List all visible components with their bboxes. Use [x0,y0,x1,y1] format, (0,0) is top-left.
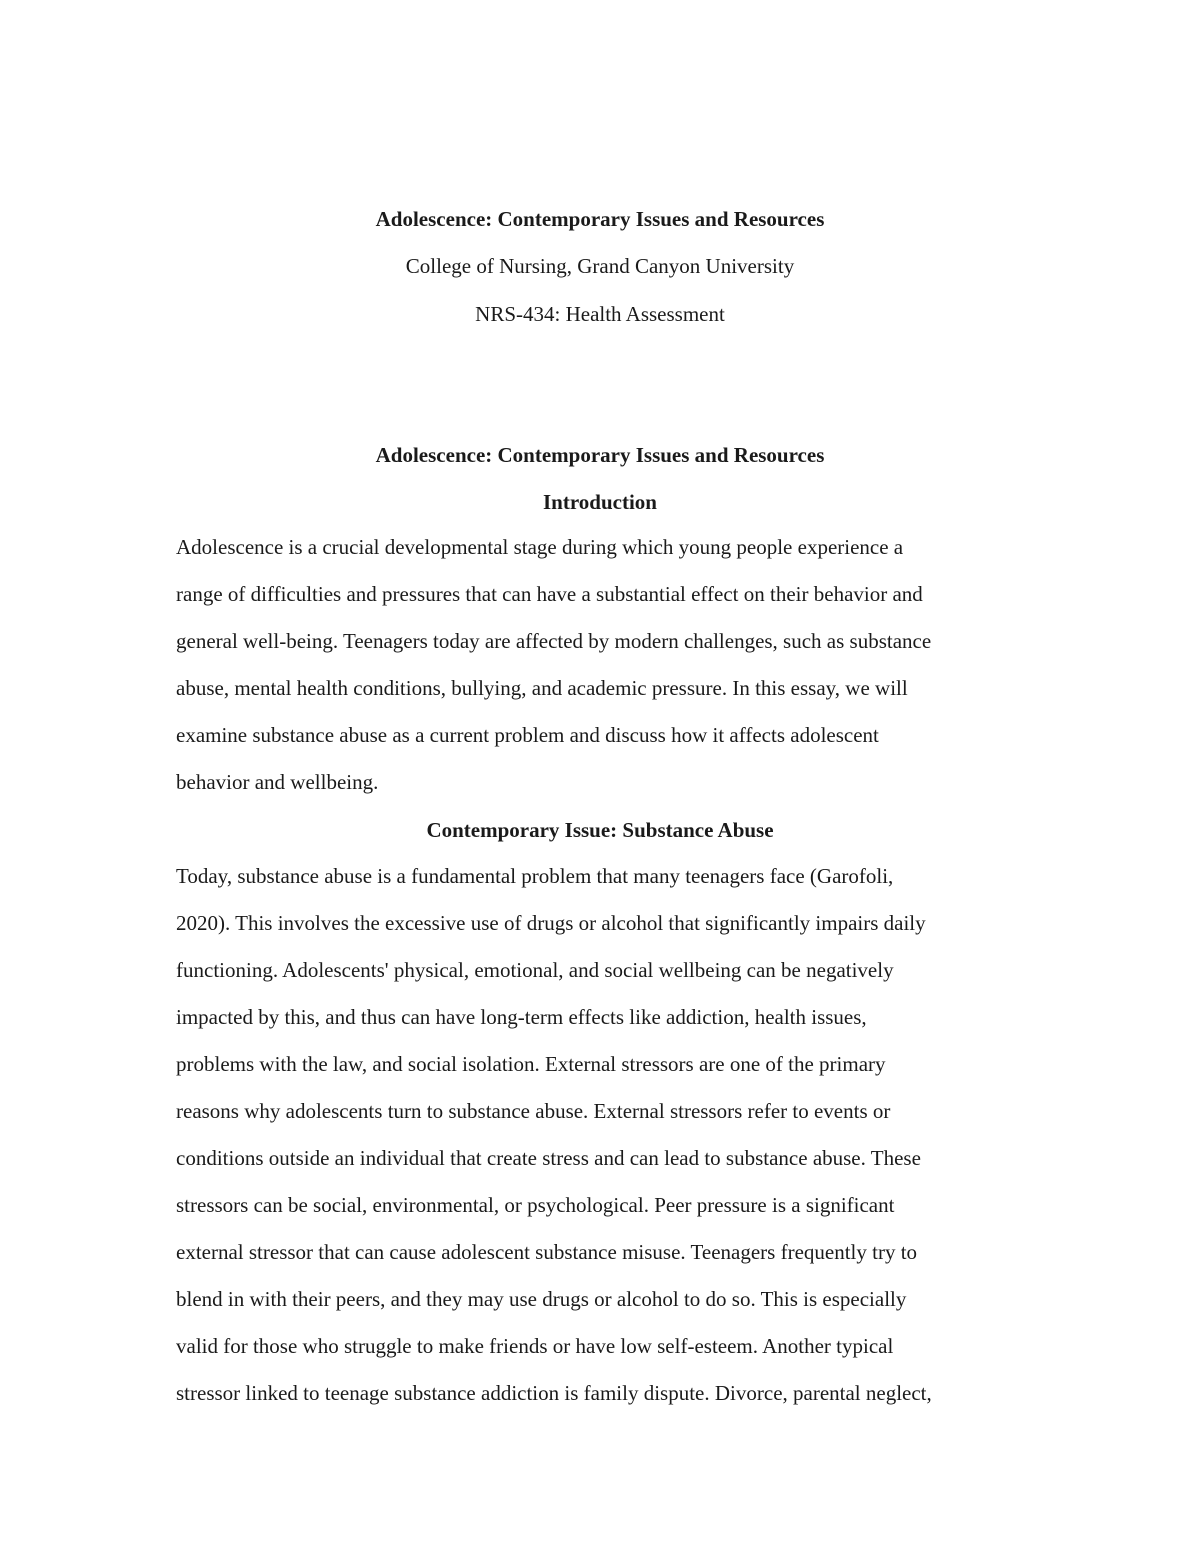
paragraph-line: abuse, mental health conditions, bullying, and academic pressure. In this essay, we will [176,676,908,700]
institution: College of Nursing, Grand Canyon University [405,254,795,278]
paragraph-line: examine substance abuse as a current problem and discuss how it affects adolescent [176,723,879,747]
paragraph-line: stressors can be social, environmental, or psychological. Peer pressure is a significant [176,1193,895,1217]
paragraph-line: behavior and wellbeing. [176,770,379,794]
paragraph-line: impacted by this, and thus can have long-term effects like addiction, health issues, [176,1005,867,1029]
paragraph-line: stressor linked to teenage substance addiction is family dispute. Divorce, parental neglect, [176,1381,932,1405]
body-title: Adolescence: Contemporary Issues and Resources [375,443,825,467]
paragraph-line: blend in with their peers, and they may use drugs or alcohol to do so. This is especially [176,1287,907,1311]
introduction-paragraph [176,524,1036,806]
paragraph-line: functioning. Adolescents' physical, emotional, and social wellbeing can be negatively [176,958,894,982]
introduction-heading: Introduction [543,490,657,514]
paragraph-line: general well-being. Teenagers today are affected by modern challenges, such as substance [176,629,932,653]
paragraph-line: Adolescence is a crucial developmental stage during which young people experience a [176,535,904,559]
course: NRS-434: Health Assessment [475,302,725,326]
paragraph-line: range of difficulties and pressures that can have a substantial effect on their behavior and [176,582,923,606]
paragraph-line: Today, substance abuse is a fundamental problem that many teenagers face (Garofoli, [176,864,894,888]
paragraph-line: 2020). This involves the excessive use of drugs or alcohol that significantly impairs daily [176,911,926,935]
paragraph-line: conditions outside an individual that create stress and can lead to substance abuse. These [176,1146,921,1170]
paragraph-line: reasons why adolescents turn to substance abuse. External stressors refer to events or [176,1099,891,1123]
paragraph-line: problems with the law, and social isolation. External stressors are one of the primary [176,1052,886,1076]
paragraph-line: external stressor that can cause adolescent substance misuse. Teenagers frequently try to [176,1240,918,1264]
paragraph-line: valid for those who struggle to make friends or have low self-esteem. Another typical [176,1334,894,1358]
issue-heading: Contemporary Issue: Substance Abuse [426,818,774,842]
title-page-title: Adolescence: Contemporary Issues and Resources [375,207,825,231]
issue-paragraph [176,853,1036,1417]
